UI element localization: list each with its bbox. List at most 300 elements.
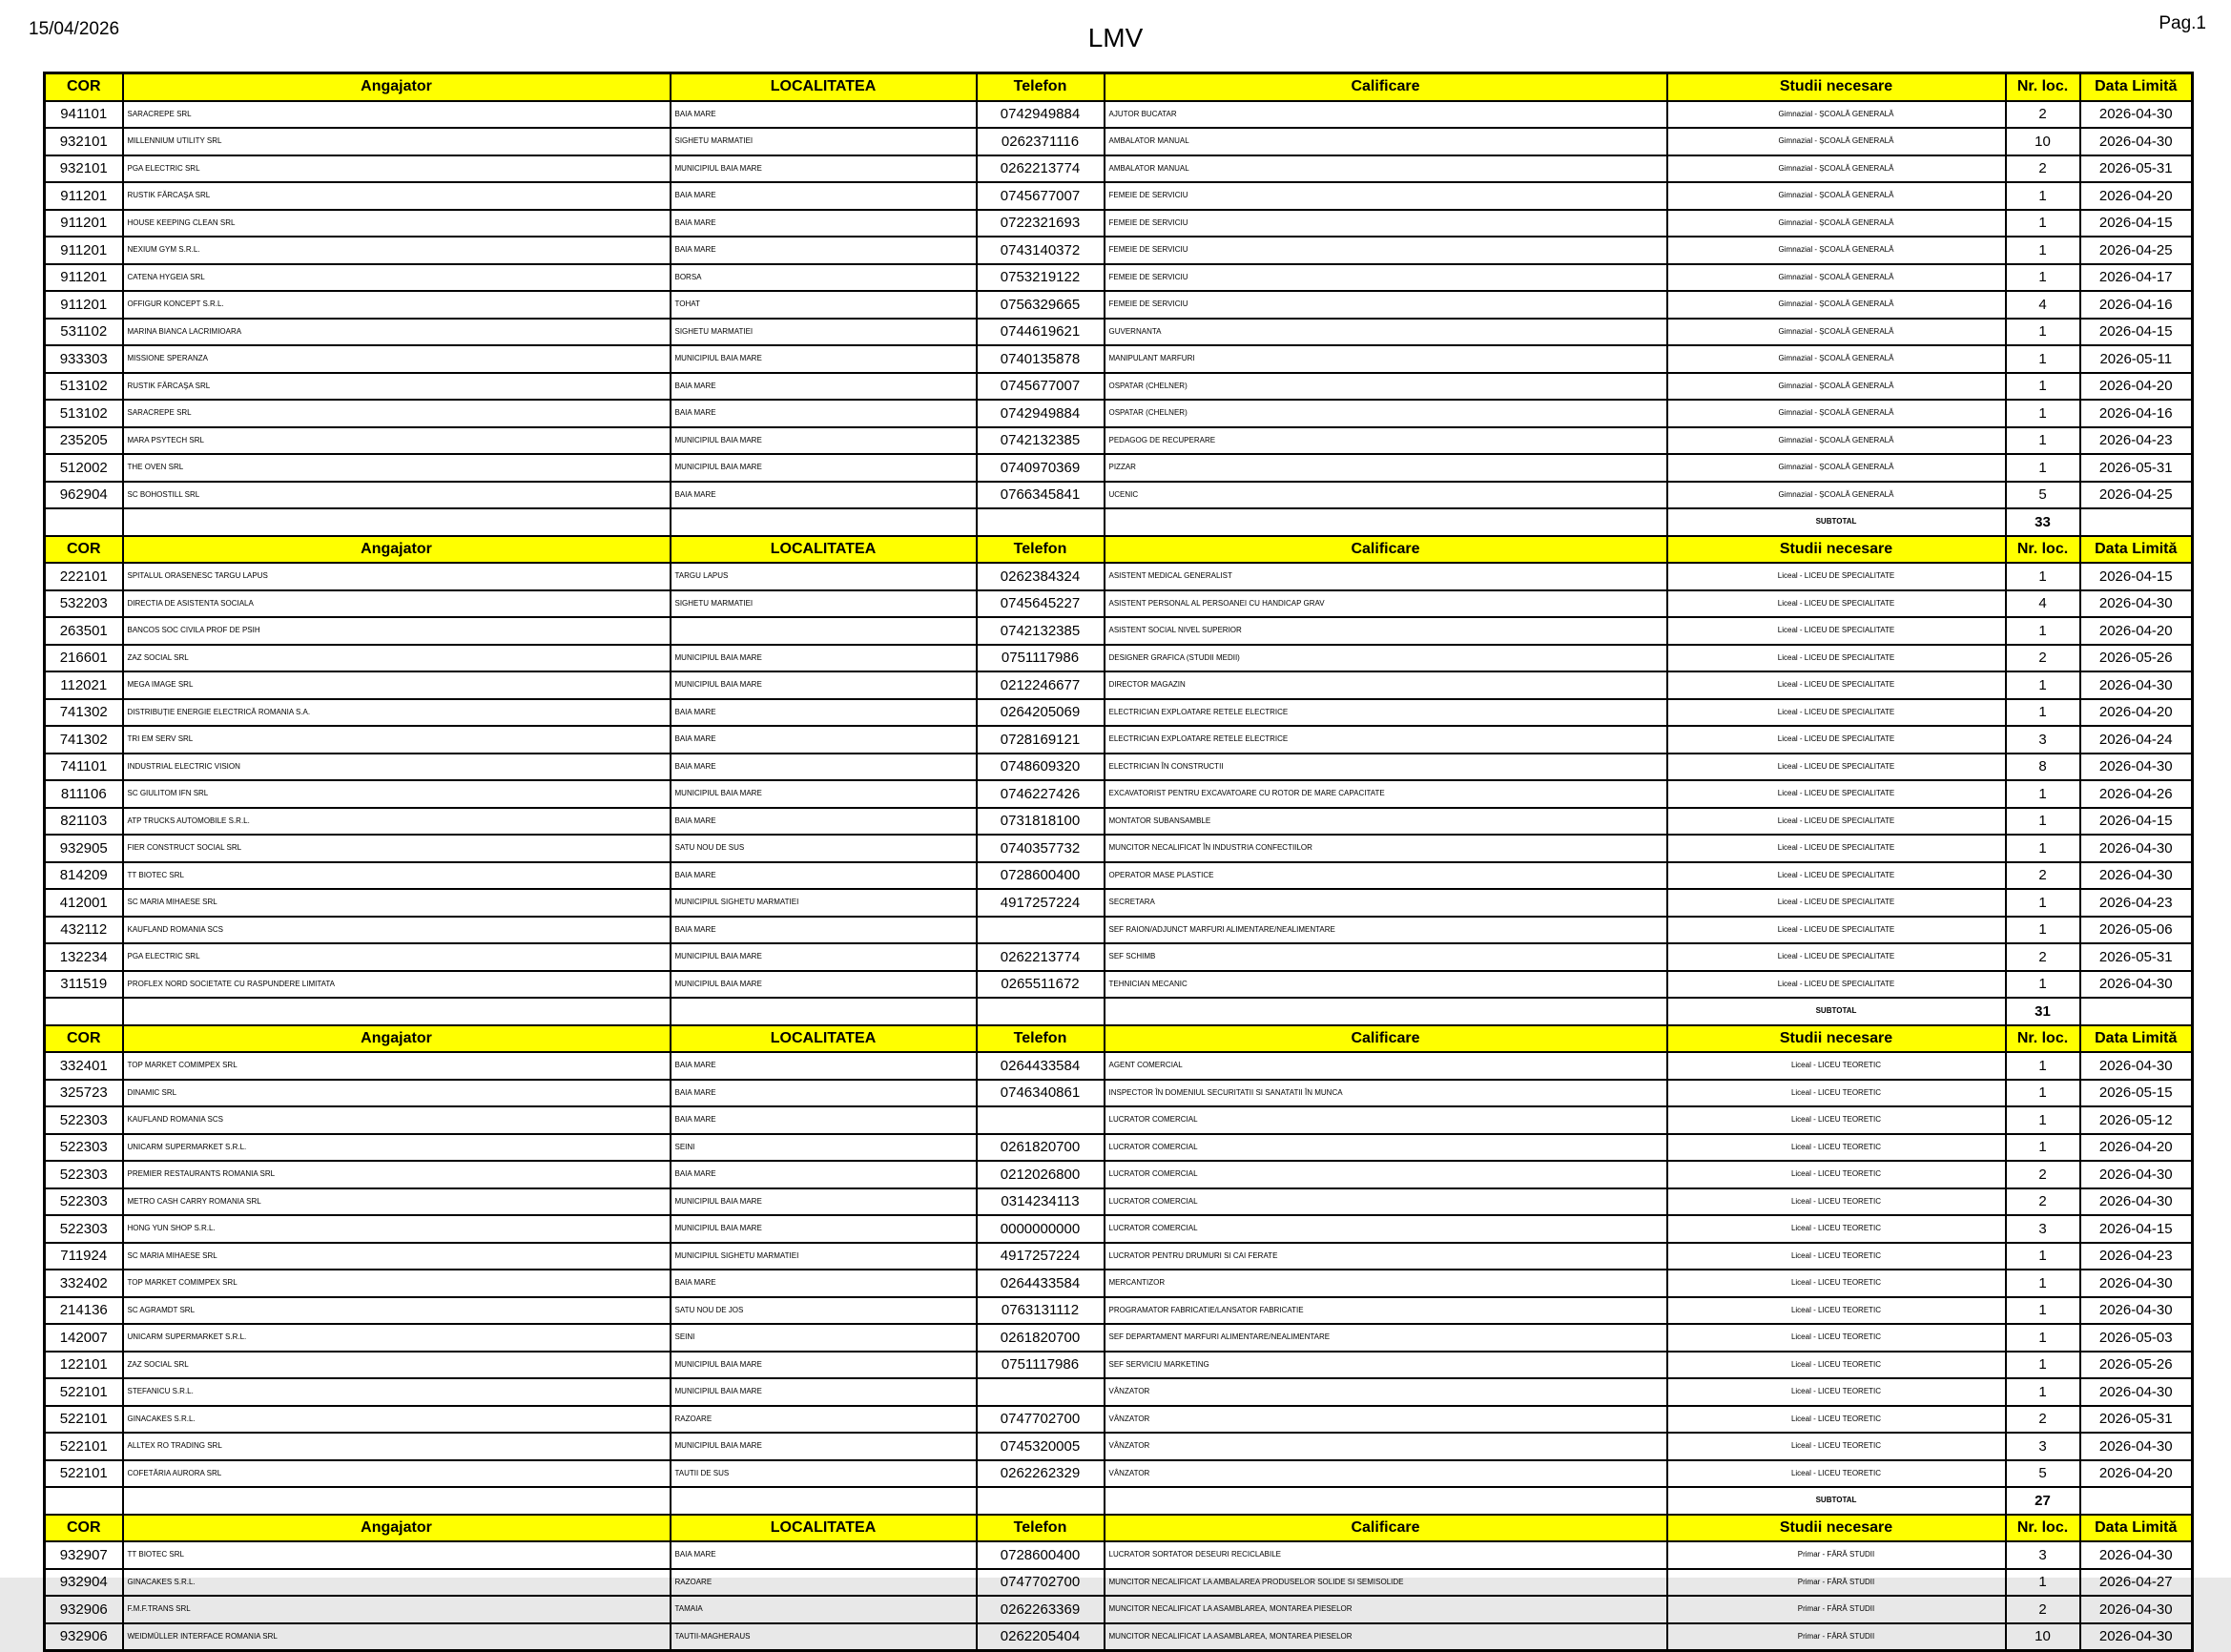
- table-cell: 911201: [45, 264, 123, 292]
- table-cell: 1: [2006, 1352, 2080, 1379]
- column-header: Studii necesare: [1667, 536, 2006, 564]
- column-header: Angajator: [123, 1515, 671, 1542]
- table-cell: AJUTOR BUCATAR: [1105, 101, 1667, 129]
- table-row: [45, 1623, 2193, 1651]
- column-header: Data Limită: [2080, 1515, 2193, 1542]
- table-cell: BAIA MARE: [671, 237, 977, 264]
- table-cell: 1: [2006, 1052, 2080, 1080]
- table-cell: [671, 508, 977, 536]
- table-cell: MILLENNIUM UTILITY SRL: [123, 128, 671, 155]
- table-cell: 2026-04-30: [2080, 1161, 2193, 1188]
- table-cell: BAIA MARE: [671, 400, 977, 427]
- table-cell: 332402: [45, 1270, 123, 1297]
- table-cell: Liceal - LICEU TEORETIC: [1667, 1433, 2006, 1460]
- table-cell: 0262384324: [977, 563, 1105, 590]
- table-cell: HONG YUN SHOP S.R.L.: [123, 1215, 671, 1243]
- table-cell: ELECTRICIAN ÎN CONSTRUCTII: [1105, 754, 1667, 781]
- table-row: [45, 1243, 2193, 1270]
- table-cell: Gimnazial - ȘCOALĂ GENERALĂ: [1667, 264, 2006, 292]
- table-cell: 2: [2006, 645, 2080, 672]
- column-header: Telefon: [977, 536, 1105, 564]
- table-cell: 0728169121: [977, 726, 1105, 754]
- table-row: [45, 1161, 2193, 1188]
- table-cell: MUNICIPIUL BAIA MARE: [671, 1378, 977, 1406]
- table-cell: 1: [2006, 1134, 2080, 1162]
- table-cell: Liceal - LICEU DE SPECIALITATE: [1667, 699, 2006, 727]
- table-cell: MUNCITOR NECALIFICAT LA AMBALAREA PRODUSELOR SOLIDE SI SEMISOLIDE: [1105, 1569, 1667, 1597]
- table-cell: 911201: [45, 182, 123, 210]
- table-cell: 932101: [45, 128, 123, 155]
- table-cell: BAIA MARE: [671, 101, 977, 129]
- table-cell: Gimnazial - ȘCOALĂ GENERALĂ: [1667, 210, 2006, 237]
- table-cell: Liceal - LICEU DE SPECIALITATE: [1667, 971, 2006, 999]
- table-cell: 2026-04-15: [2080, 808, 2193, 836]
- table-cell: FEMEIE DE SERVICIU: [1105, 264, 1667, 292]
- table-cell: 2026-04-20: [2080, 1134, 2193, 1162]
- table-cell: BAIA MARE: [671, 482, 977, 509]
- table-cell: GINACAKES S.R.L.: [123, 1406, 671, 1434]
- table-cell: 2026-05-06: [2080, 917, 2193, 944]
- table-cell: 2: [2006, 1596, 2080, 1623]
- table-cell: 522101: [45, 1433, 123, 1460]
- table-cell: 0740357732: [977, 835, 1105, 862]
- table-cell: 0742949884: [977, 101, 1105, 129]
- table-cell: MUNICIPIUL BAIA MARE: [671, 1433, 977, 1460]
- table-cell: [1105, 1487, 1667, 1515]
- column-header: Studii necesare: [1667, 73, 2006, 101]
- table-row: [45, 617, 2193, 645]
- table-cell: 1: [2006, 808, 2080, 836]
- table-cell: Gimnazial - ȘCOALĂ GENERALĂ: [1667, 345, 2006, 373]
- table-cell: SEF RAION/ADJUNCT MARFURI ALIMENTARE/NEALIMENTARE: [1105, 917, 1667, 944]
- table-cell: 932905: [45, 835, 123, 862]
- table-cell: MANIPULANT MARFURI: [1105, 345, 1667, 373]
- column-header: COR: [45, 536, 123, 564]
- subtotal-row: [45, 508, 2193, 536]
- table-cell: [45, 1487, 123, 1515]
- table-body: [45, 73, 2193, 1651]
- table-cell: 0766345841: [977, 482, 1105, 509]
- table-cell: Gimnazial - ȘCOALĂ GENERALĂ: [1667, 128, 2006, 155]
- section-header-row: [45, 73, 2193, 101]
- table-cell: 2026-04-30: [2080, 754, 2193, 781]
- column-header: Nr. loc.: [2006, 536, 2080, 564]
- table-cell: 0262213774: [977, 155, 1105, 183]
- table-cell: 2026-04-30: [2080, 1270, 2193, 1297]
- table-cell: BAIA MARE: [671, 699, 977, 727]
- table-cell: 1: [2006, 1080, 2080, 1107]
- table-cell: 0265511672: [977, 971, 1105, 999]
- table-cell: SARACREPE SRL: [123, 101, 671, 129]
- table-cell: [977, 1487, 1105, 1515]
- table-cell: 2: [2006, 101, 2080, 129]
- table-cell: BAIA MARE: [671, 210, 977, 237]
- table-cell: 1: [2006, 319, 2080, 346]
- table-cell: 2026-05-26: [2080, 1352, 2193, 1379]
- table-cell: 2026-05-31: [2080, 943, 2193, 971]
- column-header: Angajator: [123, 73, 671, 101]
- table-cell: 2026-04-20: [2080, 617, 2193, 645]
- table-cell: TT BIOTEC SRL: [123, 1541, 671, 1569]
- table-cell: 522303: [45, 1134, 123, 1162]
- table-cell: 522101: [45, 1378, 123, 1406]
- table-cell: 814209: [45, 862, 123, 890]
- table-cell: [977, 998, 1105, 1025]
- document-date: 15/04/2026: [29, 19, 120, 39]
- table-cell: GINACAKES S.R.L.: [123, 1569, 671, 1597]
- table-cell: 1: [2006, 237, 2080, 264]
- table-row: [45, 1324, 2193, 1352]
- table-cell: DISTRIBUȚIE ENERGIE ELECTRICĂ ROMANIA S.A.: [123, 699, 671, 727]
- table-cell: TOHAT: [671, 291, 977, 319]
- column-header: Calificare: [1105, 1515, 1667, 1542]
- table-cell: 0212246677: [977, 671, 1105, 699]
- table-cell: Liceal - LICEU TEORETIC: [1667, 1080, 2006, 1107]
- table-cell: 0742132385: [977, 617, 1105, 645]
- table-cell: 2026-04-23: [2080, 1243, 2193, 1270]
- table-cell: RUSTIK FĂRCAŞA SRL: [123, 182, 671, 210]
- table-cell: 1: [2006, 427, 2080, 455]
- table-row: [45, 835, 2193, 862]
- table-cell: 1: [2006, 617, 2080, 645]
- table-cell: 5: [2006, 1460, 2080, 1488]
- table-cell: 1: [2006, 917, 2080, 944]
- table-cell: MUNCITOR NECALIFICAT LA ASAMBLAREA, MONTAREA PIESELOR: [1105, 1596, 1667, 1623]
- table-cell: LUCRATOR COMERCIAL: [1105, 1188, 1667, 1216]
- table-row: [45, 943, 2193, 971]
- column-header: Nr. loc.: [2006, 1025, 2080, 1053]
- table-cell: Liceal - LICEU TEORETIC: [1667, 1460, 2006, 1488]
- table-cell: PROGRAMATOR FABRICATIE/LANSATOR FABRICATIE: [1105, 1297, 1667, 1325]
- table-row: [45, 1433, 2193, 1460]
- table-cell: Liceal - LICEU DE SPECIALITATE: [1667, 671, 2006, 699]
- table-cell: RUSTIK FĂRCAŞA SRL: [123, 373, 671, 401]
- table-row: [45, 454, 2193, 482]
- table-cell: FEMEIE DE SERVICIU: [1105, 210, 1667, 237]
- table-cell: 0745645227: [977, 590, 1105, 618]
- table-cell: TRI EM SERV SRL: [123, 726, 671, 754]
- table-cell: SATU NOU DE SUS: [671, 835, 977, 862]
- table-cell: 2026-04-16: [2080, 291, 2193, 319]
- table-row: [45, 971, 2193, 999]
- page-number: Pag.1: [2159, 13, 2206, 33]
- table-cell: 2026-04-30: [2080, 1188, 2193, 1216]
- table-cell: 2026-05-26: [2080, 645, 2193, 672]
- table-cell: TOP MARKET COMIMPEX SRL: [123, 1052, 671, 1080]
- table-cell: 311519: [45, 971, 123, 999]
- table-cell: SIGHETU MARMATIEI: [671, 128, 977, 155]
- table-cell: 522303: [45, 1188, 123, 1216]
- table-cell: Gimnazial - ȘCOALĂ GENERALĂ: [1667, 237, 2006, 264]
- table-cell: BAIA MARE: [671, 754, 977, 781]
- table-row: [45, 101, 2193, 129]
- table-cell: LUCRATOR COMERCIAL: [1105, 1161, 1667, 1188]
- table-cell: 0745677007: [977, 182, 1105, 210]
- table-row: [45, 754, 2193, 781]
- table-cell: MUNICIPIUL BAIA MARE: [671, 780, 977, 808]
- table-cell: EXCAVATORIST PENTRU EXCAVATOARE CU ROTOR DE MARE CAPACITATE: [1105, 780, 1667, 808]
- table-cell: 2026-04-30: [2080, 128, 2193, 155]
- table-row: [45, 699, 2193, 727]
- table-cell: SIGHETU MARMATIEI: [671, 590, 977, 618]
- column-header: Studii necesare: [1667, 1515, 2006, 1542]
- table-cell: 4: [2006, 291, 2080, 319]
- table-cell: 2026-04-30: [2080, 1541, 2193, 1569]
- table-cell: [671, 1487, 977, 1515]
- table-cell: Gimnazial - ȘCOALĂ GENERALĂ: [1667, 427, 2006, 455]
- table-cell: 0751117986: [977, 645, 1105, 672]
- table-cell: MUNCITOR NECALIFICAT ÎN INDUSTRIA CONFECTIILOR: [1105, 835, 1667, 862]
- table-cell: SC AGRAMDT SRL: [123, 1297, 671, 1325]
- table-cell: Liceal - LICEU DE SPECIALITATE: [1667, 590, 2006, 618]
- table-cell: 0264433584: [977, 1052, 1105, 1080]
- table-cell: 142007: [45, 1324, 123, 1352]
- table-cell: TT BIOTEC SRL: [123, 862, 671, 890]
- table-cell: 0742949884: [977, 400, 1105, 427]
- table-cell: 932101: [45, 155, 123, 183]
- table-cell: TAUTII-MAGHERAUS: [671, 1623, 977, 1651]
- table-cell: PROFLEX NORD SOCIETATE CU RASPUNDERE LIMITATA: [123, 971, 671, 999]
- table-cell: 2026-05-11: [2080, 345, 2193, 373]
- table-cell: 911201: [45, 237, 123, 264]
- table-cell: 741101: [45, 754, 123, 781]
- table-row: [45, 155, 2193, 183]
- table-cell: MUNICIPIUL BAIA MARE: [671, 345, 977, 373]
- table-cell: 1: [2006, 671, 2080, 699]
- table-cell: 0264205069: [977, 699, 1105, 727]
- table-cell: SPITALUL ORASENESC TARGU LAPUS: [123, 563, 671, 590]
- table-cell: INDUSTRIAL ELECTRIC VISION: [123, 754, 671, 781]
- table-cell: ATP TRUCKS AUTOMOBILE S.R.L.: [123, 808, 671, 836]
- table-cell: 235205: [45, 427, 123, 455]
- table-cell: FEMEIE DE SERVICIU: [1105, 237, 1667, 264]
- table-cell: 0746227426: [977, 780, 1105, 808]
- table-cell: [977, 508, 1105, 536]
- table-cell: Liceal - LICEU DE SPECIALITATE: [1667, 726, 2006, 754]
- table-cell: [2080, 1487, 2193, 1515]
- table-cell: DIRECTIA DE ASISTENTA SOCIALA: [123, 590, 671, 618]
- table-cell: 2026-04-27: [2080, 1569, 2193, 1597]
- table-cell: SC GIULITOM IFN SRL: [123, 780, 671, 808]
- table-cell: [45, 998, 123, 1025]
- table-row: [45, 319, 2193, 346]
- table-cell: BAIA MARE: [671, 862, 977, 890]
- table-row: [45, 482, 2193, 509]
- table-cell: Gimnazial - ȘCOALĂ GENERALĂ: [1667, 319, 2006, 346]
- table-cell: 2026-04-30: [2080, 671, 2193, 699]
- table-cell: 2026-04-15: [2080, 210, 2193, 237]
- table-cell: 1: [2006, 210, 2080, 237]
- table-cell: Gimnazial - ȘCOALĂ GENERALĂ: [1667, 400, 2006, 427]
- table-cell: 2026-05-31: [2080, 1406, 2193, 1434]
- table-cell: 2026-04-30: [2080, 590, 2193, 618]
- table-cell: ALLTEX RO TRADING SRL: [123, 1433, 671, 1460]
- table-row: [45, 210, 2193, 237]
- table-cell: BAIA MARE: [671, 1106, 977, 1134]
- table-cell: 2026-04-24: [2080, 726, 2193, 754]
- table-cell: METRO CASH CARRY ROMANIA SRL: [123, 1188, 671, 1216]
- table-cell: 741302: [45, 699, 123, 727]
- table-cell: 1: [2006, 373, 2080, 401]
- table-cell: Primar - FĂRĂ STUDII: [1667, 1623, 2006, 1651]
- table-cell: 2026-04-26: [2080, 780, 2193, 808]
- subtotal-value: 33: [2006, 508, 2080, 536]
- table-cell: FEMEIE DE SERVICIU: [1105, 182, 1667, 210]
- table-cell: DESIGNER GRAFICA (STUDII MEDII): [1105, 645, 1667, 672]
- table-row: [45, 1134, 2193, 1162]
- table-cell: 2026-05-31: [2080, 155, 2193, 183]
- table-cell: SATU NOU DE JOS: [671, 1297, 977, 1325]
- table-cell: AGENT COMERCIAL: [1105, 1052, 1667, 1080]
- table-cell: COFETĂRIA AURORA SRL: [123, 1460, 671, 1488]
- column-header: Data Limită: [2080, 536, 2193, 564]
- table-row: [45, 1378, 2193, 1406]
- column-header: Telefon: [977, 73, 1105, 101]
- table-cell: 933303: [45, 345, 123, 373]
- table-cell: SEF SCHIMB: [1105, 943, 1667, 971]
- table-cell: MUNICIPIUL BAIA MARE: [671, 971, 977, 999]
- table-row: [45, 400, 2193, 427]
- table-cell: NEXIUM GYM S.R.L.: [123, 237, 671, 264]
- table-cell: RAZOARE: [671, 1569, 977, 1597]
- table-cell: [977, 1378, 1105, 1406]
- table-row: [45, 291, 2193, 319]
- column-header: COR: [45, 73, 123, 101]
- table-cell: BAIA MARE: [671, 1541, 977, 1569]
- table-cell: MUNICIPIUL SIGHETU MARMATIEI: [671, 1243, 977, 1270]
- column-header: Calificare: [1105, 536, 1667, 564]
- table-cell: MUNICIPIUL SIGHETU MARMATIEI: [671, 889, 977, 917]
- table-cell: 2026-05-03: [2080, 1324, 2193, 1352]
- table-cell: 2026-04-30: [2080, 1297, 2193, 1325]
- table-cell: 263501: [45, 617, 123, 645]
- table-row: [45, 1541, 2193, 1569]
- table-cell: PIZZAR: [1105, 454, 1667, 482]
- table-cell: 0743140372: [977, 237, 1105, 264]
- table-cell: 0740970369: [977, 454, 1105, 482]
- table-cell: VÂNZATOR: [1105, 1460, 1667, 1488]
- table-cell: 0745677007: [977, 373, 1105, 401]
- table-cell: 8: [2006, 754, 2080, 781]
- table-row: [45, 1188, 2193, 1216]
- table-row: [45, 1080, 2193, 1107]
- table-cell: 2026-04-25: [2080, 482, 2193, 509]
- table-cell: CATENA HYGEIA SRL: [123, 264, 671, 292]
- table-cell: 0728600400: [977, 862, 1105, 890]
- table-cell: Liceal - LICEU DE SPECIALITATE: [1667, 917, 2006, 944]
- column-header: Data Limită: [2080, 1025, 2193, 1053]
- table-row: [45, 1460, 2193, 1488]
- table-cell: 932907: [45, 1541, 123, 1569]
- table-cell: 2026-04-17: [2080, 264, 2193, 292]
- table-row: [45, 345, 2193, 373]
- table-cell: [671, 998, 977, 1025]
- document-header: [0, 0, 2231, 69]
- table-cell: FIER CONSTRUCT SOCIAL SRL: [123, 835, 671, 862]
- table-cell: 2026-04-15: [2080, 1215, 2193, 1243]
- table-cell: Liceal - LICEU DE SPECIALITATE: [1667, 808, 2006, 836]
- table-cell: MONTATOR SUBANSAMBLE: [1105, 808, 1667, 836]
- table-cell: 911201: [45, 210, 123, 237]
- column-header: Telefon: [977, 1025, 1105, 1053]
- table-cell: 962904: [45, 482, 123, 509]
- table-cell: 2026-04-30: [2080, 1596, 2193, 1623]
- table-row: [45, 1406, 2193, 1434]
- table-cell: Liceal - LICEU DE SPECIALITATE: [1667, 862, 2006, 890]
- table-cell: Liceal - LICEU DE SPECIALITATE: [1667, 617, 2006, 645]
- table-cell: BANCOS SOC CIVILA PROF DE PSIH: [123, 617, 671, 645]
- table-row: [45, 1352, 2193, 1379]
- table-cell: 216601: [45, 645, 123, 672]
- table-cell: 522303: [45, 1106, 123, 1134]
- table-cell: Liceal - LICEU TEORETIC: [1667, 1324, 2006, 1352]
- table-cell: Primar - FĂRĂ STUDII: [1667, 1569, 2006, 1597]
- table-cell: Gimnazial - ȘCOALĂ GENERALĂ: [1667, 155, 2006, 183]
- subtotal-label: SUBTOTAL: [1667, 1487, 2006, 1515]
- table-cell: BAIA MARE: [671, 1270, 977, 1297]
- table-cell: MUNICIPIUL BAIA MARE: [671, 671, 977, 699]
- table-cell: VÂNZATOR: [1105, 1378, 1667, 1406]
- table-cell: 2026-04-20: [2080, 373, 2193, 401]
- table-cell: Liceal - LICEU TEORETIC: [1667, 1052, 2006, 1080]
- table-cell: 0000000000: [977, 1215, 1105, 1243]
- table-row: [45, 1297, 2193, 1325]
- table-cell: 10: [2006, 128, 2080, 155]
- subtotal-label: SUBTOTAL: [1667, 998, 2006, 1025]
- table-row: [45, 671, 2193, 699]
- table-cell: Liceal - LICEU TEORETIC: [1667, 1243, 2006, 1270]
- table-cell: 332401: [45, 1052, 123, 1080]
- table-cell: MISSIONE SPERANZA: [123, 345, 671, 373]
- subtotal-row: [45, 1487, 2193, 1515]
- table-cell: Liceal - LICEU TEORETIC: [1667, 1161, 2006, 1188]
- table-cell: 0212026800: [977, 1161, 1105, 1188]
- table-cell: 2026-04-20: [2080, 1460, 2193, 1488]
- table-cell: 0731818100: [977, 808, 1105, 836]
- table-cell: 2026-04-23: [2080, 427, 2193, 455]
- table-cell: 741302: [45, 726, 123, 754]
- table-cell: 532203: [45, 590, 123, 618]
- table-cell: LUCRATOR SORTATOR DESEURI RECICLABILE: [1105, 1541, 1667, 1569]
- table-cell: 0261820700: [977, 1134, 1105, 1162]
- table-row: [45, 645, 2193, 672]
- table-cell: Primar - FĂRĂ STUDII: [1667, 1596, 2006, 1623]
- table-cell: [977, 1106, 1105, 1134]
- table-cell: 2026-05-31: [2080, 454, 2193, 482]
- table-row: [45, 780, 2193, 808]
- table-cell: 531102: [45, 319, 123, 346]
- table-cell: F.M.F.TRANS SRL: [123, 1596, 671, 1623]
- table-cell: Liceal - LICEU TEORETIC: [1667, 1406, 2006, 1434]
- column-header: COR: [45, 1025, 123, 1053]
- table-cell: 522303: [45, 1161, 123, 1188]
- table-cell: TOP MARKET COMIMPEX SRL: [123, 1270, 671, 1297]
- column-header: COR: [45, 1515, 123, 1542]
- table-cell: MUNICIPIUL BAIA MARE: [671, 1215, 977, 1243]
- vacancy-table: [43, 72, 2194, 1652]
- table-cell: 4917257224: [977, 1243, 1105, 1270]
- table-row: [45, 128, 2193, 155]
- table-cell: 1: [2006, 182, 2080, 210]
- table-cell: 2026-04-15: [2080, 563, 2193, 590]
- table-cell: 0748609320: [977, 754, 1105, 781]
- table-cell: TARGU LAPUS: [671, 563, 977, 590]
- table-row: [45, 1215, 2193, 1243]
- table-cell: Liceal - LICEU TEORETIC: [1667, 1270, 2006, 1297]
- table-cell: 2026-04-30: [2080, 101, 2193, 129]
- table-cell: 821103: [45, 808, 123, 836]
- column-header: Nr. loc.: [2006, 1515, 2080, 1542]
